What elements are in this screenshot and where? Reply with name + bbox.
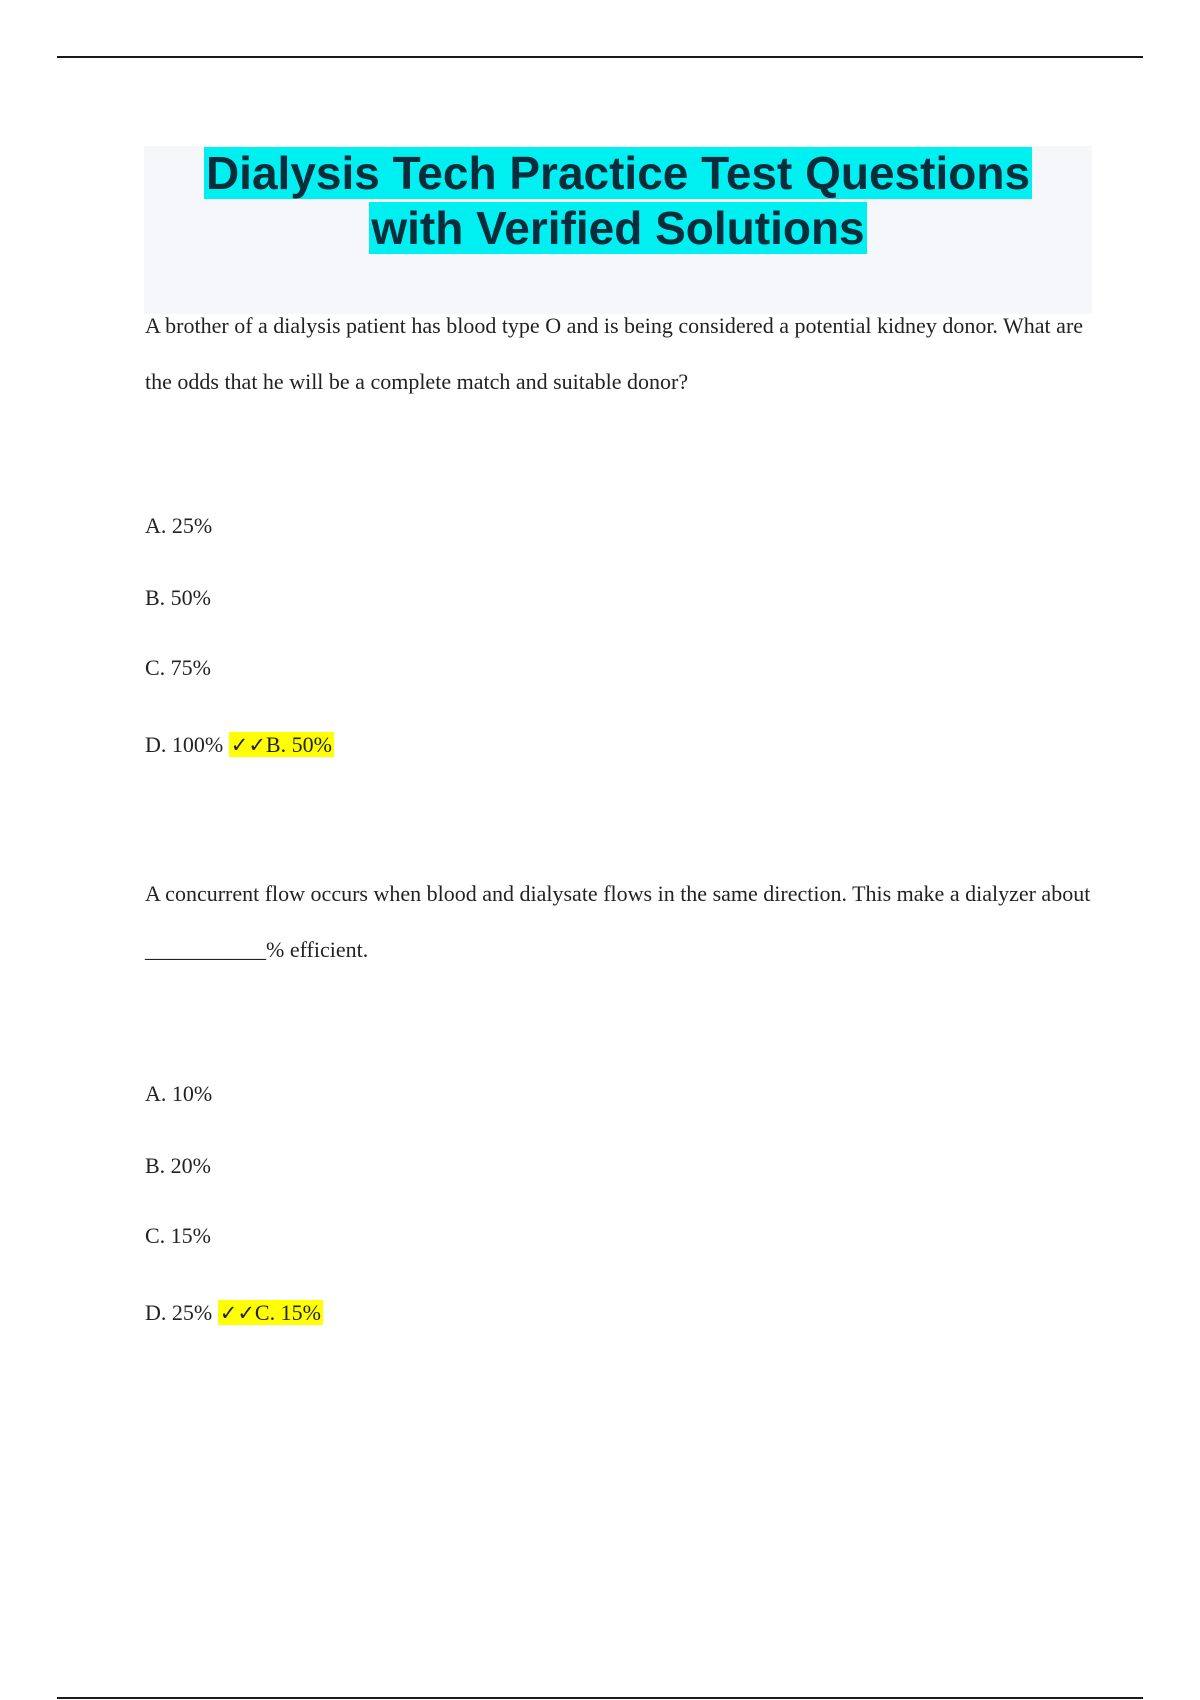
footer-rule — [57, 1697, 1143, 1699]
question-1-answer-text: B. 50% — [265, 732, 332, 757]
title-line-2: with Verified Solutions — [371, 202, 865, 254]
question-2-text: A concurrent flow occurs when blood and dialysate flows in the same direction. This make a dialyzer about ___________% efficient. — [145, 881, 1091, 962]
question-1-answer — [229, 732, 334, 757]
question-2-option-b: B. 20% — [145, 1153, 211, 1178]
question-2-answer-text: C. 15% — [254, 1300, 321, 1325]
question-1-option-a: A. 25% — [145, 513, 213, 538]
question-2-option-d-line — [145, 1299, 323, 1327]
title-line-1: Dialysis Tech Practice Test Questions — [205, 147, 1031, 199]
check-icon: ✓✓ — [230, 733, 266, 757]
question-2-option-a: A. 10% — [145, 1081, 213, 1106]
question-1-option-c: C. 75% — [145, 655, 211, 680]
question-1-option-d-line — [145, 731, 334, 759]
question-2-answer — [218, 1300, 323, 1325]
question-2-option-c: C. 15% — [145, 1223, 211, 1248]
check-icon: ✓✓ — [219, 1301, 255, 1325]
question-2-option-d: D. 25% — [145, 1300, 213, 1325]
document-title — [144, 146, 1092, 256]
question-1-option-b: B. 50% — [145, 585, 211, 610]
header-rule — [57, 56, 1143, 58]
question-1-text: A brother of a dialysis patient has blood type O and is being considered a potential kidney donor. What are the odds that he will be a complete match and suitable donor? — [145, 313, 1084, 394]
question-1-option-d: D. 100% — [145, 732, 224, 757]
